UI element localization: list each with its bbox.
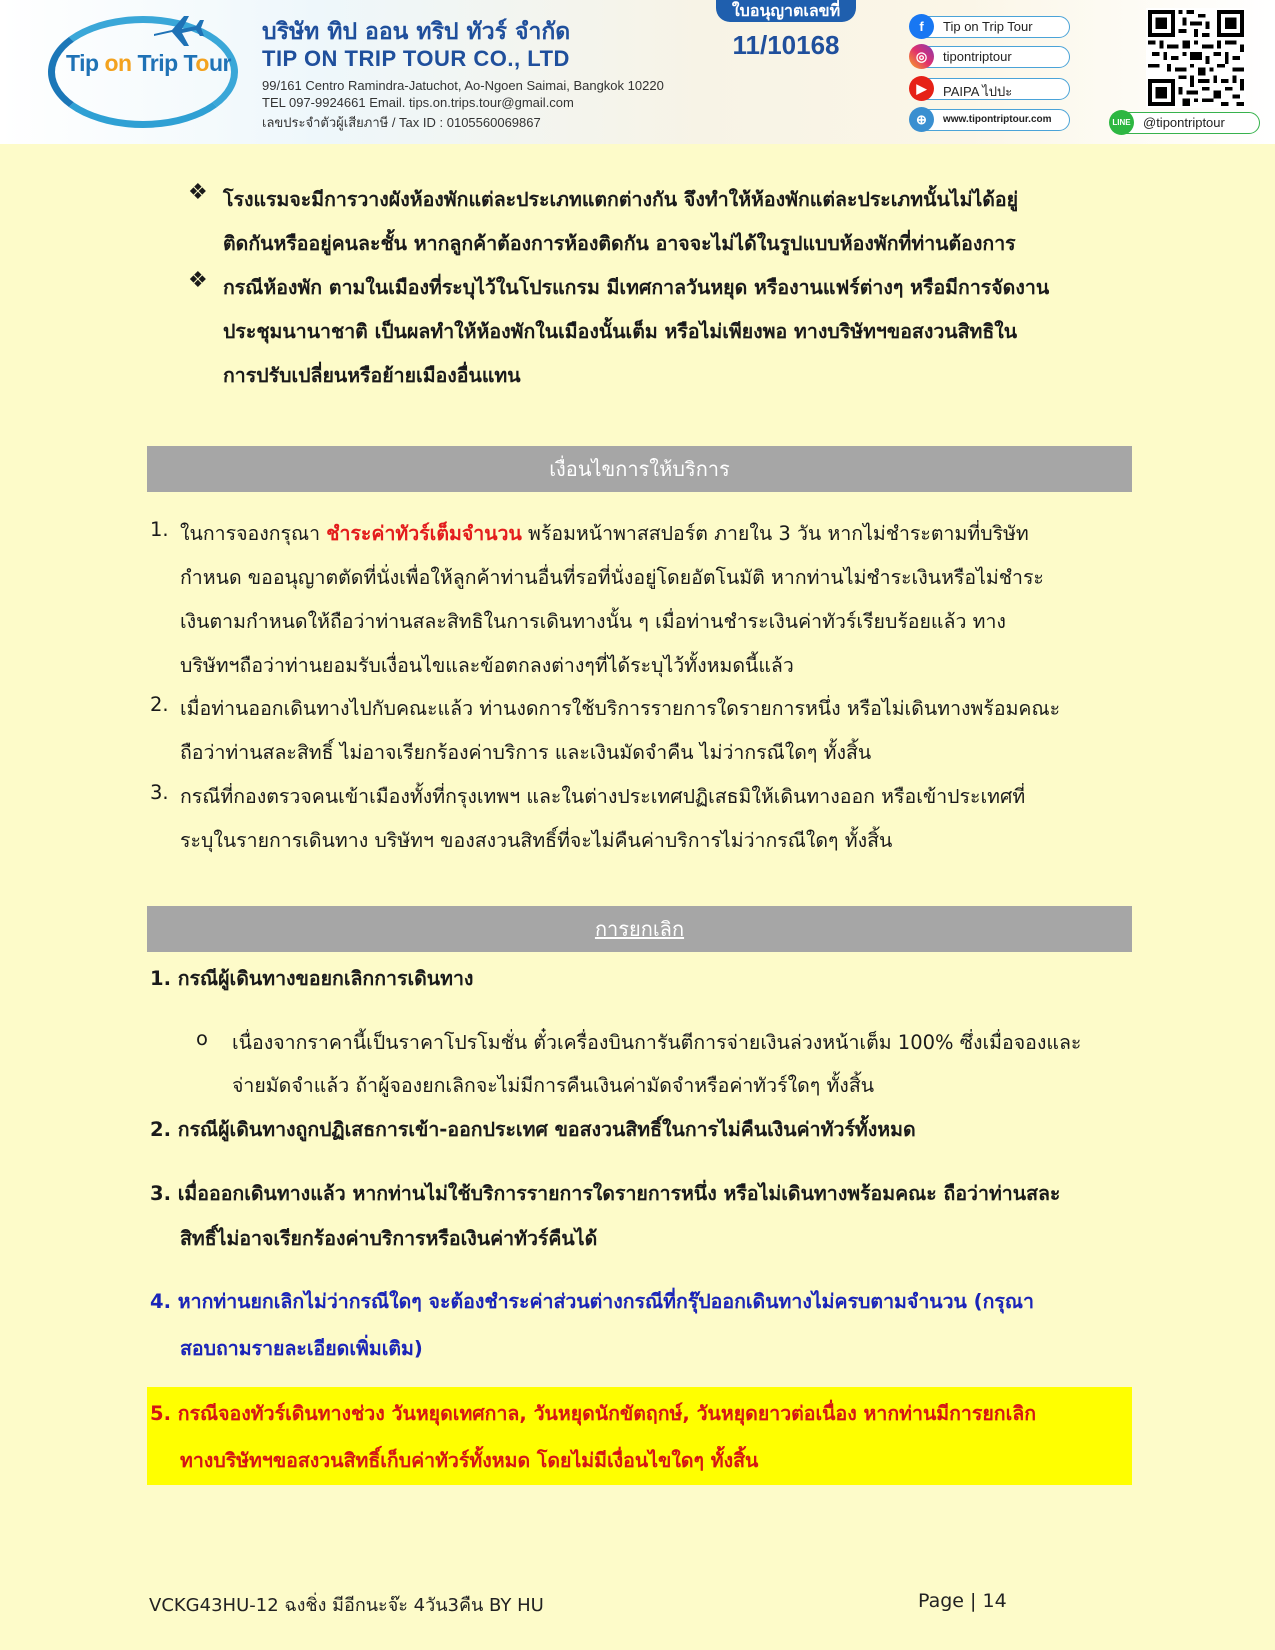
logo-wordmark: Tip on Trip Tour [66,50,231,76]
cancellation-2: 2. กรณีผู้เดินทางถูกปฏิเสธการเข้า-ออกประเทศ ขอสงวนสิทธิ์ในการไม่คืนเงินค่าทัวร์ทั้งหมด [150,1118,916,1141]
condition-3-number: 3. [150,781,169,804]
condition-1-line-2: กำหนด ขออนุญาตตัดที่นั่งเพื่อให้ลูกค้าท่านอื่นที่รอที่นั่งอยู่โดยอัตโนมัติ หากท่านไม่ชำระเงินหรือไม่ชำระ [180,566,1044,589]
line-icon: LINE [1109,110,1134,135]
cancellation-1-title: 1. กรณีผู้เดินทางขอยกเลิกการเดินทาง [150,967,474,990]
conditions-section-header: เงื่อนไขการให้บริการ [147,446,1132,492]
diamond-bullet-icon: ❖ [188,180,208,205]
instagram-link[interactable]: ◎ tipontriptour [912,46,1070,68]
condition-1-line-4: บริษัทฯถือว่าท่านยอมรับเงื่อนไขและข้อตกลงต่างๆที่ได้ระบุไว้ทั้งหมดนี้แล้ว [180,654,794,677]
company-contact: TEL 097-9924661 Email. tips.on.trips.tour@gmail.com [262,95,574,110]
condition-1-line-3: เงินตามกำหนดให้ถือว่าท่านสละสิทธิในการเดินทางนั้น ๆ เมื่อท่านชำระเงินค่าทัวร์เรียบร้อยแล้ว ทาง [180,610,1006,633]
condition-2-line-2: ถือว่าท่านสละสิทธิ์ ไม่อาจเรียกร้องค่าบริการ และเงินมัดจำคืน ไม่ว่ากรณีใดๆ ทั้งสิ้น [180,741,872,764]
youtube-icon: ▶ [909,76,934,101]
cancellation-5-line-2: ทางบริษัทฯขอสงวนสิทธิ์เก็บค่าทัวร์ทั้งหมด โดยไม่มีเงื่อนไขใดๆ ทั้งสิ้น [180,1449,759,1472]
website-link[interactable]: ⊕ www.tipontriptour.com [912,109,1070,131]
hotel-note-2-line-2: ประชุมนานาชาติ เป็นผลทำให้ห้องพักในเมืองนั้นเต็ม หรือไม่เพียงพอ ทางบริษัทฯขอสงวนสิทธิใน [223,320,1018,343]
cancellation-5-line-1: 5. กรณีจองทัวร์เดินทางช่วง วันหยุดเทศกาล, วันหยุดนักขัตฤกษ์, วันหยุดยาวต่อเนื่อง หากท่านมีการยกเลิก [150,1402,1037,1425]
sub-bullet-icon: o [196,1027,208,1050]
condition-3-line-2: ระบุในรายการเดินทาง บริษัทฯ ของสงวนสิทธิ์ที่จะไม่คืนค่าบริการไม่ว่ากรณีใดๆ ทั้งสิ้น [180,829,893,852]
condition-2-line-1: เมื่อท่านออกเดินทางไปกับคณะแล้ว ท่านงดการใช้บริการรายการใดรายการหนึ่ง หรือไม่เดินทางพร้อมคณะ [180,697,1061,720]
company-name-en: TIP ON TRIP TOUR CO., LTD [262,46,570,71]
line-link[interactable]: LINE @tipontriptour [1112,112,1260,134]
youtube-link[interactable]: ▶ PAIPA ไปปะ [912,78,1070,100]
cancellation-3-line-1: 3. เมื่อออกเดินทางแล้ว หากท่านไม่ใช้บริการรายการใดรายการหนึ่ง หรือไม่เดินทางพร้อมคณะ ถือว่าท่านสละ [150,1182,1061,1205]
footer-tour-code: VCKG43HU-12 ฉงชิ่ง มีอีกนะจ๊ะ 4วัน3คืน BY HU [149,1595,544,1616]
license-label: ใบอนุญาตเลขที่ [716,0,856,22]
cancellation-1-sub-line-2: จ่ายมัดจำแล้ว ถ้าผู้จองยกเลิกจะไม่มีการคืนเงินค่ามัดจำหรือค่าทัวร์ใดๆ ทั้งสิ้น [232,1074,875,1097]
facebook-link[interactable]: f Tip on Trip Tour [912,16,1070,38]
license-number: 11/10168 [732,30,840,60]
condition-2-number: 2. [150,693,169,716]
cancellation-1-sub-line-1: เนื่องจากราคานี้เป็นราคาโปรโมชั่น ตั๋วเครื่องบินการันตีการจ่ายเงินล่วงหน้าเต็ม 100% ซึ่งเมื่อจองและ [232,1031,1082,1054]
cancellation-section-header: การยกเลิก [147,906,1132,952]
page-number: Page | 14 [918,1590,1007,1612]
cancellation-3-line-2: สิทธิ์ไม่อาจเรียกร้องค่าบริการหรือเงินค่าทัวร์คืนได้ [180,1227,598,1250]
airplane-icon [150,10,206,50]
hotel-note-1-line-1: โรงแรมจะมีการวางผังห้องพักแต่ละประเภทแตกต่างกัน จึงทำให้ห้องพักแต่ละประเภทนั้นไม่ได้อยู่ [223,188,1019,211]
company-tax-id: เลขประจำตัวผู้เสียภาษี / Tax ID : 0105560069867 [262,115,541,130]
condition-3-line-1: กรณีที่กองตรวจคนเข้าเมืองทั้งที่กรุงเทพฯ และในต่างประเทศปฏิเสธมิให้เดินทางออก หรือเข้าประเทศที่ [180,785,1026,808]
globe-icon: ⊕ [909,107,934,132]
company-name-th: บริษัท ทิป ออน ทริป ทัวร์ จำกัด [262,19,571,45]
company-address: 99/161 Centro Ramindra-Jatuchot, Ao-Ngoen Saimai, Bangkok 10220 [262,78,664,93]
instagram-icon: ◎ [909,44,934,69]
letterhead [0,0,1275,144]
cancellation-4-line-2: สอบถามรายละเอียดเพิ่มเติม) [180,1337,423,1360]
hotel-note-2-line-1: กรณีห้องพัก ตามในเมืองที่ระบุไว้ในโปรแกรม มีเทศกาลวันหยุด หรืองานแฟร์ต่างๆ หรือมีการจัดงาน [223,276,1050,299]
condition-1-line-1: ในการจองกรุณา ชำระค่าทัวร์เต็มจำนวน พร้อมหน้าพาสสปอร์ต ภายใน 3 วัน หากไม่ชำระตามที่บริษัท [180,522,1029,545]
hotel-note-1-line-2: ติดกันหรืออยู่คนละชั้น หากลูกค้าต้องการห้องติดกัน อาจจะไม่ได้ในรูปแบบห้องพักที่ท่านต้องการ [223,232,1016,255]
diamond-bullet-icon: ❖ [188,268,208,293]
condition-1-number: 1. [150,518,169,541]
full-payment-highlight: ชำระค่าทัวร์เต็มจำนวน [326,522,522,545]
qr-code [1146,8,1246,108]
facebook-icon: f [909,14,934,39]
cancellation-4-line-1: 4. หากท่านยกเลิกไม่ว่ากรณีใดๆ จะต้องชำระค่าส่วนต่างกรณีที่กรุ๊ปออกเดินทางไม่ครบตามจำนวน (กรุณา [150,1290,1034,1313]
hotel-note-2-line-3: การปรับเปลี่ยนหรือย้ายเมืองอื่นแทน [223,364,521,387]
